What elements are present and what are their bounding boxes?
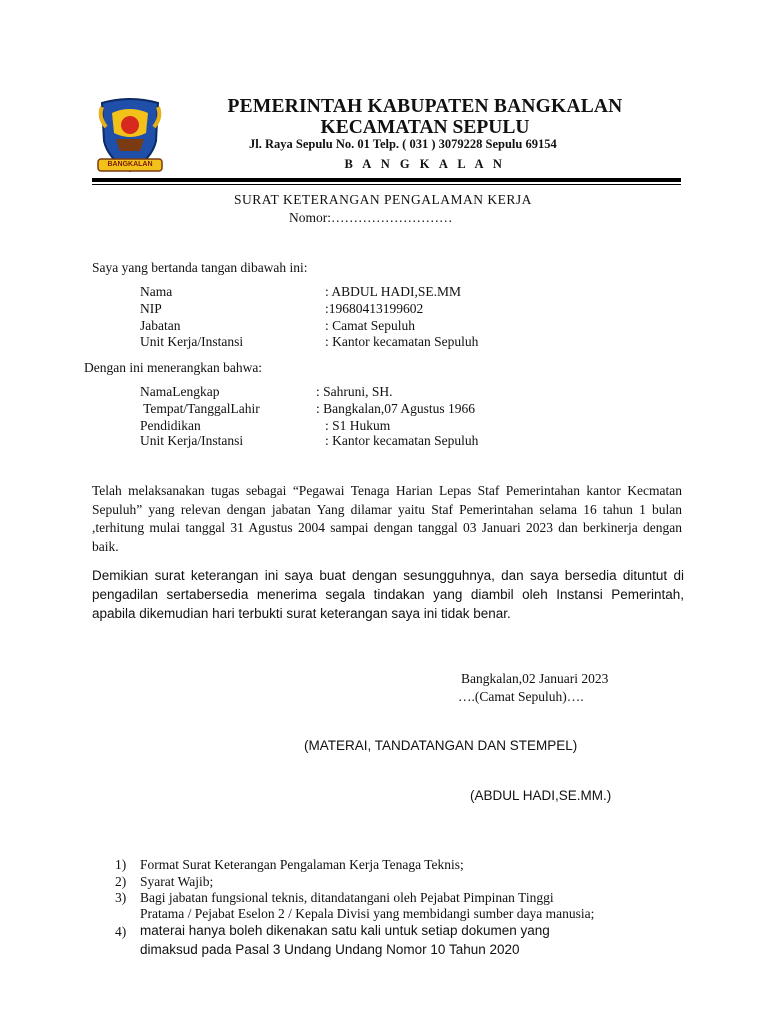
subject-label: Unit Kerja/Instansi bbox=[140, 433, 244, 448]
note-text-continued: dimaksud pada Pasal 3 Undang Undang Nomor 10 Tahun 2020 bbox=[140, 942, 520, 957]
body-paragraph-2: Demikian surat keterangan ini saya buat dengan sesungguhnya, dan saya bersedia dituntut di pengadilan sertabersedia menerima segala tindakan yang diambil oleh Instansi Pemerintah, apabila dikemudian hari terbukti surat keterangan saya ini tidak benar. bbox=[92, 568, 684, 621]
stamp-placeholder: (MATERAI, TANDATANGAN DAN STEMPEL) bbox=[304, 738, 578, 753]
note-number: 1) bbox=[115, 857, 127, 872]
signer-value: :19680413199602 bbox=[325, 301, 424, 316]
place-date: Bangkalan,02 Januari 2023 bbox=[461, 671, 609, 686]
signer-value: : ABDUL HADI,SE.MM bbox=[325, 284, 462, 299]
signer-name: (ABDUL HADI,SE.MM.) bbox=[470, 788, 612, 803]
signer-label: Unit Kerja/Instansi bbox=[140, 334, 244, 349]
signer-label: Nama bbox=[140, 284, 173, 299]
signer-value: : Kantor kecamatan Sepuluh bbox=[325, 334, 479, 349]
letterhead-address: Jl. Raya Sepulu No. 01 Telp. ( 031 ) 3079228 Sepulu 69154 bbox=[249, 137, 557, 151]
note-text: materai hanya boleh dikenakan satu kali untuk setiap dokumen yang bbox=[140, 923, 550, 938]
letterhead-city: B A N G K A L A N bbox=[344, 157, 506, 171]
subject-label: Pendidikan bbox=[140, 418, 201, 433]
signer-label: NIP bbox=[140, 301, 162, 316]
document-number: Nomor:……………………… bbox=[289, 210, 453, 225]
body-paragraph-1: Telah melaksanakan tugas sebagai “Pegawai Tenaga Harian Lepas Staf Pemerintahan kantor Kecmatan Sepuluh” yang relevan dengan jabatan Yang dilamar yaitu Staf Pemerintahan selama 16 tahun 1 bulan ,terhitung mulai tanggal 31 Agustus 2004 sampai dengan tanggal 03 Januari 2023 dan berkinerja dengan baik. bbox=[92, 483, 682, 554]
signer-value: : Camat Sepuluh bbox=[325, 318, 415, 333]
note-number: 4) bbox=[115, 924, 127, 939]
subject-value: : Sahruni, SH. bbox=[316, 384, 393, 399]
intro-text: Saya yang bertanda tangan dibawah ini: bbox=[92, 260, 308, 275]
note-text: Format Surat Keterangan Pengalaman Kerja Tenaga Teknis; bbox=[140, 857, 464, 872]
subject-value: : Bangkalan,07 Agustus 1966 bbox=[316, 401, 475, 416]
declare-text: Dengan ini menerangkan bahwa: bbox=[84, 360, 263, 375]
subject-value: : S1 Hukum bbox=[325, 418, 391, 433]
note-number: 2) bbox=[115, 874, 127, 889]
letterhead-district: KECAMATAN SEPULU bbox=[320, 117, 530, 138]
letterhead-rule-thick bbox=[92, 178, 681, 182]
note-text: Syarat Wajib; bbox=[140, 874, 214, 889]
subject-label: Tempat/TanggalLahir bbox=[140, 401, 260, 416]
subject-value: : Kantor kecamatan Sepuluh bbox=[325, 433, 479, 448]
subject-label: NamaLengkap bbox=[140, 384, 220, 399]
note-text: Bagi jabatan fungsional teknis, ditandatangani oleh Pejabat Pimpinan Tinggi bbox=[140, 890, 554, 905]
note-text-continued: Pratama / Pejabat Eselon 2 / Kepala Divisi yang membidangi sumber daya manusia; bbox=[140, 906, 595, 921]
logo-ribbon-text: BANGKALAN bbox=[107, 161, 153, 168]
signer-label: Jabatan bbox=[140, 318, 181, 333]
letterhead-rule-thin bbox=[92, 184, 681, 185]
signer-position: ….(Camat Sepuluh)…. bbox=[458, 689, 584, 704]
document-title: SURAT KETERANGAN PENGALAMAN KERJA bbox=[234, 192, 532, 207]
letterhead-government: PEMERINTAH KABUPATEN BANGKALAN bbox=[227, 96, 623, 117]
note-number: 3) bbox=[115, 890, 127, 905]
